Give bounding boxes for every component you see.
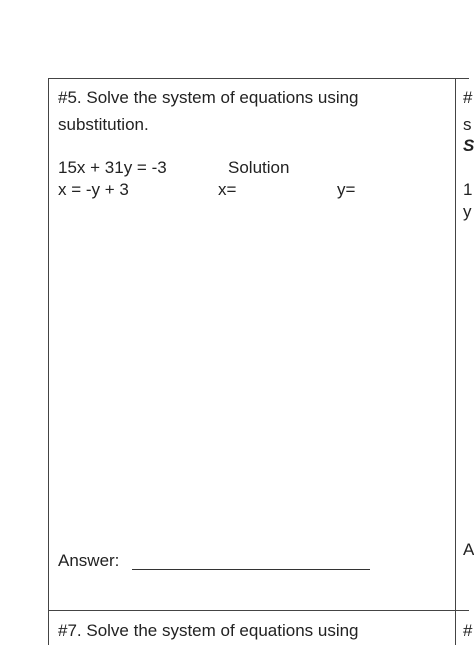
problem-8-cell-partial xyxy=(462,611,473,645)
problem-6-cell-partial xyxy=(462,78,474,610)
problem-6-partial-line5: y xyxy=(463,202,472,221)
problem-6-partial-answer: A xyxy=(463,540,474,559)
problem-6-partial-line1: # xyxy=(463,88,473,107)
equation-2: x = -y + 3 xyxy=(58,180,129,199)
answer-label: Answer: xyxy=(58,551,120,570)
problem-7-heading: #7. Solve the system of equations using xyxy=(58,621,359,640)
problem-5-heading: #5. Solve the system of equations using xyxy=(58,88,359,107)
equation-1: 15x + 31y = -3 xyxy=(58,158,167,177)
y-label: y= xyxy=(337,180,356,199)
solution-label: Solution xyxy=(228,158,290,177)
answer-blank-line[interactable] xyxy=(132,569,370,570)
problem-5-heading-line2: substitution. xyxy=(58,115,149,134)
table-top-border xyxy=(48,78,469,79)
table-middle-border xyxy=(455,78,456,645)
table-left-border xyxy=(48,78,49,645)
problem-8-partial-line1: # xyxy=(463,621,473,640)
row-divider xyxy=(48,610,469,611)
problem-6-partial-line4: 1 xyxy=(463,180,473,199)
x-label: x= xyxy=(218,180,237,199)
problem-6-partial-line2: s xyxy=(463,115,472,134)
problem-6-partial-line3: S xyxy=(463,136,474,155)
